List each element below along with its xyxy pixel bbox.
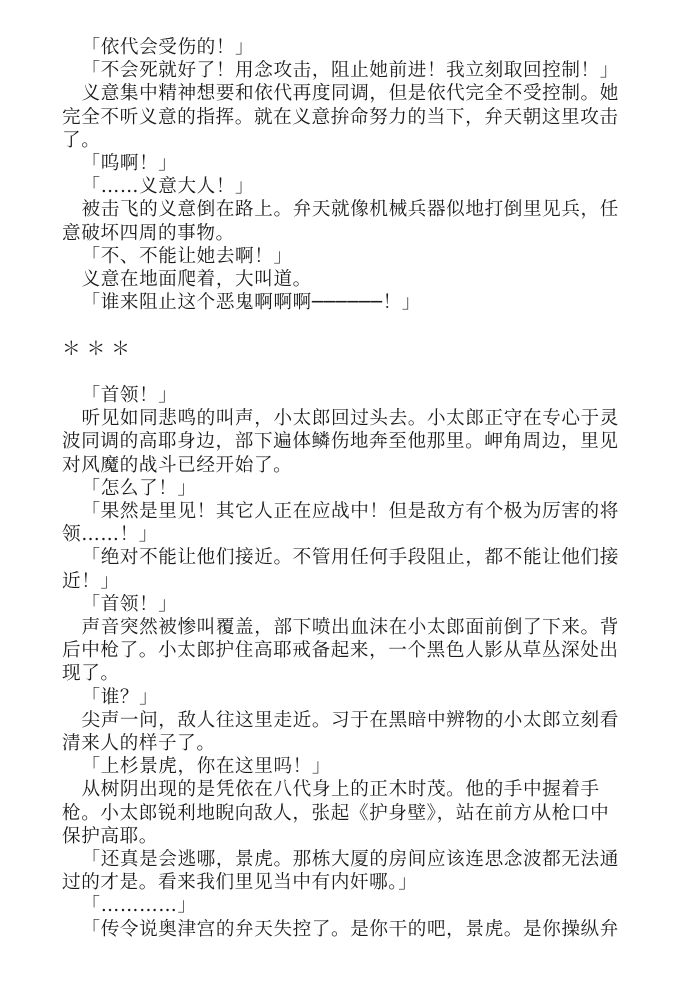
dialogue-line: 「依代会受伤的！」 [81,37,255,58]
narration-paragraph: 从树阴出现的是凭依在八代身上的正木时茂。他的手中握着手枪。小太郎锐利地睨向敌人，张起《护身壁》，站在前方从枪口中保护高耶。 [62,779,610,847]
narration-paragraph: 义意在地面爬着，大叫道。 [81,269,312,291]
document-page [62,36,628,941]
dialogue-line: 「果然是里见！其它人正在应战中！但是敌方有个极为厉害的将领……！」 [62,501,619,546]
narration-paragraph: 被击飞的义意倒在路上。弁天就像机械兵器似地打倒里见兵，任意破坏四周的事物。 [62,199,619,244]
blank-line [62,314,628,337]
dialogue-line: 「怎么了！」 [81,477,197,499]
dialogue-line: 「谁来阻止这个恶鬼啊啊啊──────！」 [81,292,421,314]
dialogue-line: 「绝对不能让他们接近。不管用任何手段阻止，都不能让他们接近！」 [62,547,619,592]
narration-paragraph: 义意集中精神想要和依代再度同调，但是依代完全不受控制。她完全不听义意的指挥。就在义意拚命努力的当下，弁天朝这里攻击了。 [62,83,619,151]
section-separator: ＊＊＊ [62,338,136,360]
dialogue-line: 「首领！」 [81,593,178,615]
blank-line [62,361,628,384]
dialogue-line: 「……义意大人！」 [81,176,255,198]
dialogue-line: 「不、不能让她去啊！」 [81,245,293,267]
dialogue-line: 「呜啊！」 [81,153,178,175]
narration-paragraph: 尖声一问，敌人往这里走近。习于在黑暗中辨物的小太郎立刻看清来人的样子了。 [62,709,619,755]
narration-paragraph: 听见如同悲鸣的叫声，小太郎回过头去。小太郎正守在专心于灵波同调的高耶身边，部下遍体鳞伤地奔至他那里。岬角周边，里见对风魔的战斗已经开始了。 [62,408,619,476]
dialogue-line: 「传令说奥津宫的弁天失控了。是你干的吧，景虎。是你操纵弁 [81,918,619,940]
dialogue-line: 「…………」 [81,895,197,917]
dialogue-line: 「上杉景虎，你在这里吗！」 [81,756,332,778]
dialogue-line: 「不会死就好了！用念攻击，阻止她前进！我立刻取回控制！」 [81,60,619,82]
dialogue-line: 「首领！」 [81,385,178,407]
dialogue-line: 「还真是会逃哪，景虎。那栋大厦的房间应该连思念波都无法通过的才是。看来我们里见当中有内奸哪。」 [62,849,619,894]
narration-paragraph: 声音突然被惨叫覆盖，部下喷出血沫在小太郎面前倒了下来。背后中枪了。小太郎护住高耶戒备起来，一个黑色人影从草丛深处出现了。 [62,617,619,685]
dialogue-line: 「谁？」 [81,686,159,708]
